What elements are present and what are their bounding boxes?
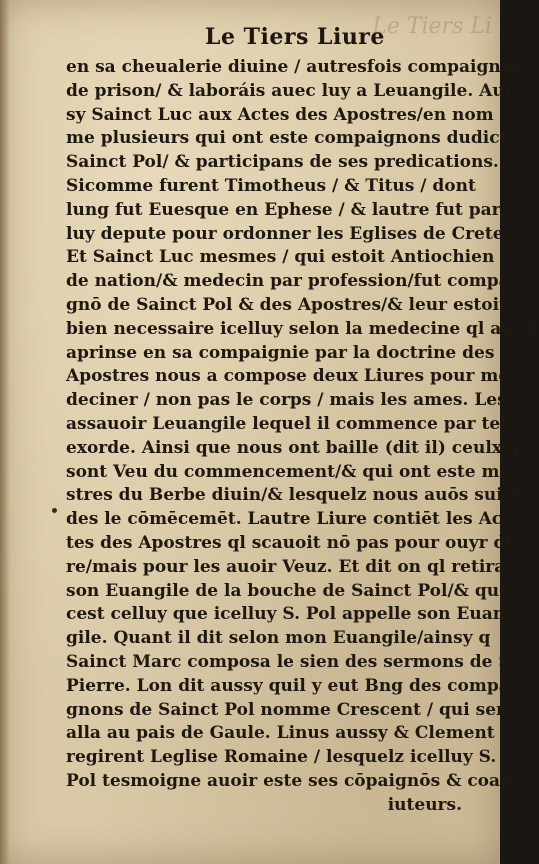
text-line-5: Sainct Pol/ & participans de ses predications. — [66, 152, 499, 173]
text-line-23: son Euangile de la bouche de Sainct Pol/& que — [66, 580, 510, 601]
body-text — [66, 56, 539, 818]
text-line-11: gnō de Sainct Pol & des Apostres/& leur estoit — [66, 294, 507, 315]
text-line-20: des le cōmēcemēt. Lautre Liure contiēt les Ac — [66, 509, 503, 530]
text-line-30: regirent Leglise Romaine / lesquelz icelluy S. — [66, 747, 497, 768]
text-line-2: de prison/ & laboráis auec luy a Leuangile. Auf- — [66, 80, 519, 101]
text-line-19: stres du Berbe diuin/& lesquelz nous auōs suiui — [66, 485, 522, 506]
bleed-through-text: Le Tiers Li — [372, 14, 492, 39]
text-line-25: gile. Quant il dit selon mon Euangile/ainsy q — [66, 628, 491, 649]
text-line-24: cest celluy que icelluy S. Pol appelle son Euan — [66, 604, 506, 625]
text-line-21: tes des Apostres ql scauoit nō pas pour ouyr di — [66, 532, 512, 553]
text-line-13: aprinse en sa compaignie par la doctrine des — [66, 342, 495, 363]
text-line-8: luy depute pour ordonner les Eglises de Crete. — [66, 223, 510, 244]
text-line-9: Et Sainct Luc mesmes / qui estoit Antiochien — [66, 247, 495, 268]
text-line-3: sy Sainct Luc aux Actes des Apostres/en nom — [66, 104, 494, 125]
text-line-17: exorde. Ainsi que nous ont baille (dit il) ceulx q — [66, 437, 520, 458]
text-line-10: de nation/& medecin par profession/fut compai- — [66, 271, 524, 292]
text-line-27: Pierre. Lon dit aussy quil y eut Bng des compai — [66, 675, 517, 696]
text-line-32: iuteurs. — [387, 794, 462, 815]
text-line-22: re/mais pour les auoir Veuz. Et dit on ql retira — [66, 556, 506, 577]
text-line-14: Apostres nous a compose deux Liures pour me- — [66, 366, 517, 387]
text-line-28: gnons de Sainct Pol nomme Crescent / qui sen — [66, 699, 509, 720]
text-line-7: lung fut Euesque en Ephese / & lautre fut par — [66, 199, 501, 220]
text-line-29: alla au pais de Gaule. Linus aussy & Clement — [66, 723, 495, 744]
text-line-26: Sainct Marc composa le sien des sermons de S. — [66, 651, 516, 672]
text-line-31: Pol tesmoigne auoir este ses cōpaignōs & coad — [66, 770, 512, 791]
page-gutter-shadow — [0, 0, 10, 864]
margin-dot — [52, 508, 57, 513]
text-line-1: en sa cheualerie diuine / autresfois compaignōs — [66, 57, 522, 77]
text-line-16: assauoir Leuangile lequel il commence par tel — [66, 413, 507, 434]
text-line-15: deciner / non pas le corps / mais les ames. Lest — [66, 390, 515, 411]
text-line-4: me plusieurs qui ont este compaignons dudict — [66, 128, 508, 149]
running-head: Le Tiers Liure — [205, 24, 385, 50]
text-line-6: Sicomme furent Timotheus / & Titus / dont — [66, 175, 476, 196]
text-line-12: bien necessaire icelluy selon la medecine ql auoit — [66, 318, 539, 339]
text-line-18: sont Veu du commencement/& qui ont este mini- — [66, 461, 532, 482]
